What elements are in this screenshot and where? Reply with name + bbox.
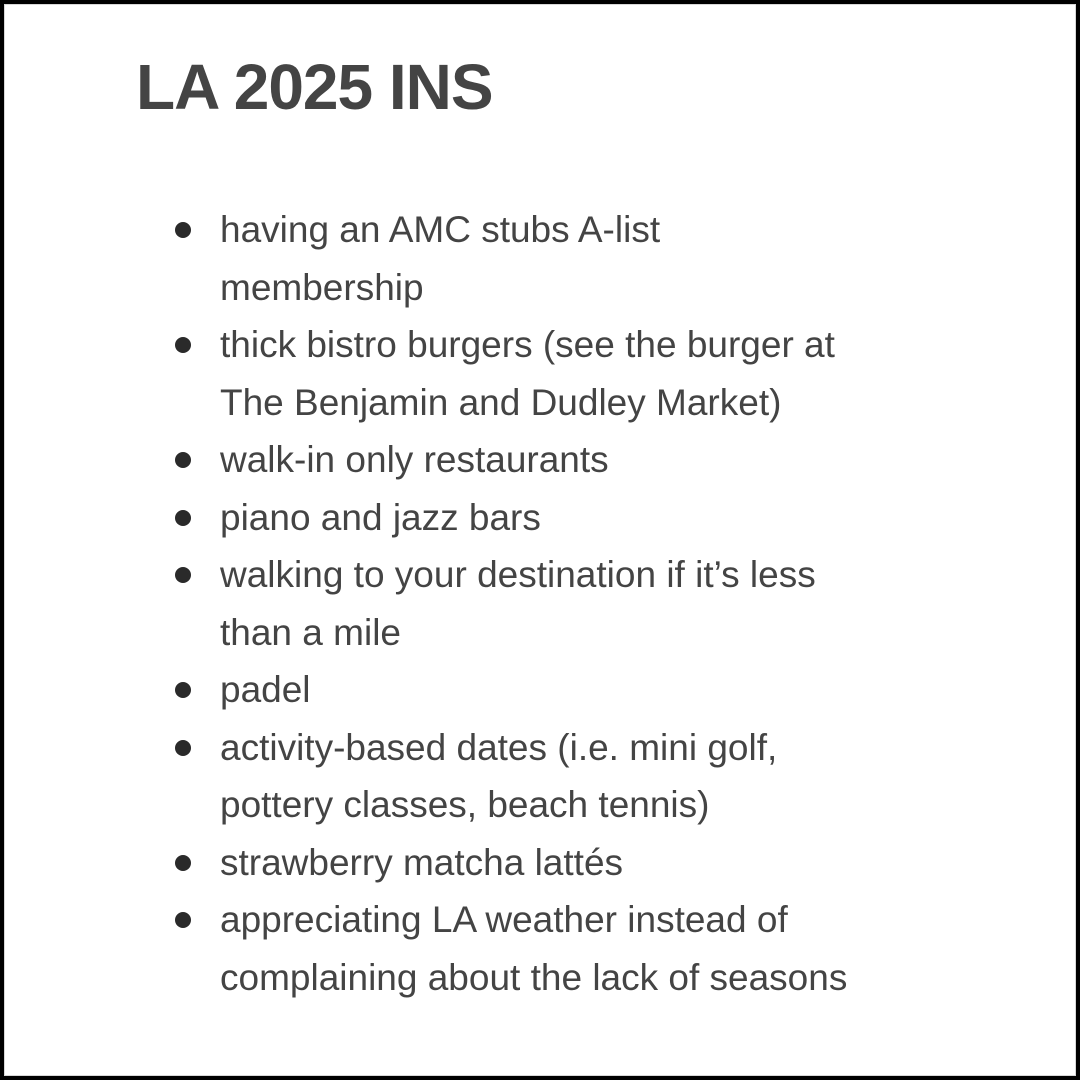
list-item — [167, 661, 947, 719]
list-item — [167, 834, 947, 892]
list-item — [167, 489, 947, 547]
list-item-text: activity-based dates (i.e. mini golf, — [220, 726, 778, 768]
list-item — [167, 546, 947, 661]
list-item — [167, 719, 947, 834]
list-item — [167, 891, 947, 1006]
bullet-icon — [175, 567, 191, 583]
page-title: LA 2025 INS — [136, 51, 493, 123]
bullet-icon — [175, 337, 191, 353]
list-item — [167, 431, 947, 489]
bullet-icon — [175, 855, 191, 871]
list-item — [167, 316, 947, 431]
list-item-text: The Benjamin and Dudley Market) — [220, 381, 782, 423]
bullet-icon — [175, 740, 191, 756]
list-item-text: membership — [220, 266, 424, 308]
list-item-text: than a mile — [220, 611, 401, 653]
list-item — [167, 201, 947, 316]
list-item-text: appreciating LA weather instead of — [220, 899, 788, 940]
list-item-text: padel — [220, 669, 311, 710]
list-item-text: complaining about the lack of seasons — [220, 956, 848, 998]
note-card — [4, 4, 1076, 1076]
list-item-text: having an AMC stubs A-list — [220, 209, 661, 250]
list-item-text: thick bistro burgers (see the burger at — [220, 324, 835, 365]
bullet-icon — [175, 222, 191, 238]
list-item-text: walk-in only restaurants — [220, 439, 609, 480]
list-item-text: pottery classes, beach tennis) — [220, 784, 710, 825]
bullet-icon — [175, 452, 191, 468]
list-item-text: piano and jazz bars — [220, 496, 541, 538]
list-item-text: strawberry matcha lattés — [220, 841, 624, 883]
bullet-icon — [175, 510, 191, 526]
bullet-icon — [175, 912, 191, 928]
list-item-text: walking to your destination if it’s less — [220, 554, 816, 595]
ins-list — [167, 201, 947, 1006]
bullet-icon — [175, 682, 191, 698]
